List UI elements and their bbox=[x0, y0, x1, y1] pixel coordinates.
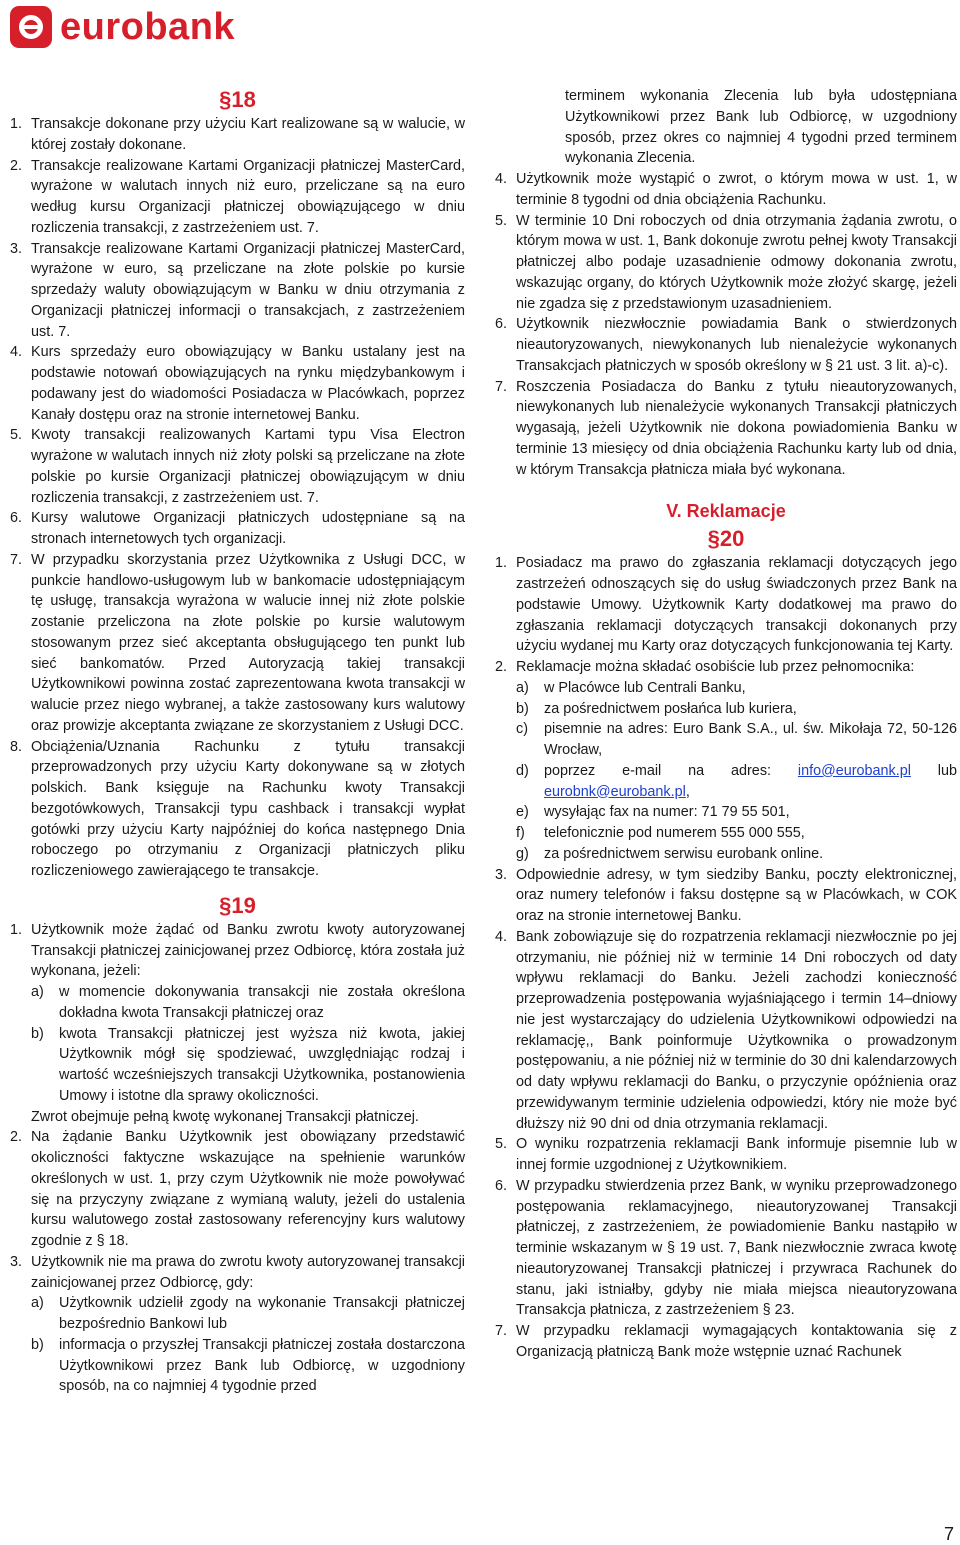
paragraph-text: Kwoty transakcji realizowanych Kartami typu Visa Electron wyrażone w walutach innych niż złoty polski są przeliczane na złote polskie po kursie Organizacji płatniczej obowiązującym w dniu rozliczenia transakcji, z zastrzeżeniem ust. 7. bbox=[31, 427, 465, 506]
subitem-letter: f) bbox=[516, 825, 525, 841]
paragraph-number: 1. bbox=[10, 921, 23, 938]
left-column bbox=[10, 86, 465, 1397]
subitem-letter: a) bbox=[31, 1295, 44, 1312]
subitem-text: telefonicznie pod numerem 555 000 555, bbox=[544, 825, 805, 841]
paragraph-text: O wyniku rozpatrzenia reklamacji Bank informuje pisemnie lub w innej formie uzgodnionej z Użytkownikiem. bbox=[516, 1136, 957, 1173]
section-19-continued-paragraphs bbox=[495, 169, 957, 480]
paragraph-text: Transakcje dokonane przy użyciu Kart realizowane są w walucie, w której zostały dokonane. bbox=[31, 116, 465, 153]
paragraph-text: Użytkownik może żądać od Banku zwrotu kwoty autoryzowanej Transakcji płatniczej zainicjowanej przez Odbiorcę, która została już wykonana, jeżeli: bbox=[31, 921, 465, 980]
paragraph-number: 4. bbox=[10, 344, 23, 361]
subitem-text-post: , bbox=[685, 783, 690, 800]
subitem-text: informacja o przyszłej Transakcji płatniczej została dostarczona Użytkownikowi przez Bank lub Odbiorcę, w uzgodniony sposób, na co najmniej 4 tygodnie przed bbox=[59, 1336, 465, 1395]
subitem bbox=[495, 761, 957, 803]
paragraph-number: 1. bbox=[495, 555, 508, 572]
paragraph-text: W przypadku skorzystania przez Użytkownika z Usługi DCC, w punkcie handlowo-usługowym lub w bankomacie udostępniającym tę usługę, transakcja wyrażona w walucie innej niż złote polskie zostanie przeliczona na złote polskie po kursie walutowym stosowanym przez sieć akceptanta obsługującego ten punkt lub sieć bankomatów. Przed Autoryzacją takiej transakcji Użytkownikowi powinna zostać zaprezentowana kwota transakcji w walucie przez niego wybranej, a także zastosowany kurs walutowy oraz prowizje akceptanta związane ze skorzystaniem z Usługi DCC. bbox=[31, 551, 465, 734]
subitem bbox=[495, 823, 957, 844]
paragraph bbox=[495, 211, 957, 315]
subitem-text: za pośrednictwem serwisu eurobank online. bbox=[544, 845, 824, 862]
subitem-text: pisemnie na adres: Euro Bank S.A., ul. św. Mikołaja 72, 50-126 Wrocław, bbox=[544, 721, 957, 758]
paragraph bbox=[10, 156, 465, 239]
subitem-letter: a) bbox=[31, 984, 44, 1000]
paragraph bbox=[10, 342, 465, 425]
paragraph-text: Roszczenia Posiadacza do Banku z tytułu nieautoryzowanych, niewykonanych lub nienależycie wykonanych Transakcji płatniczych wygasają, jeżeli Użytkownik nie dokona powiadomienia Banku w terminie 13 miesięcy od dnia obciążenia Rachunku karty lub od dnia, w którym Transakcja płatnicza miała być wykonana. bbox=[516, 378, 957, 478]
email-link-eurobnk[interactable]: eurobnk@eurobank.pl bbox=[544, 783, 686, 800]
subitem-text: kwota Transakcji płatniczej jest wyższa niż kwota, jakiej Użytkownik mógł się spodziewać, uwzględniając rodzaj i wartość wcześniejszych transakcji Użytkownika, postanowienia Umowy i istotne dla sprawy okoliczności. bbox=[59, 1025, 465, 1104]
subitem-text: w momencie dokonywania transakcji nie została określona dokładna kwota Transakcji płatniczej oraz bbox=[59, 984, 465, 1021]
section-19-3-subitems bbox=[10, 1293, 465, 1397]
paragraph-text: W przypadku stwierdzenia przez Bank, w wyniku przeprowadzonego postępowania reklamacyjnego, nieautoryzowanej Transakcji płatniczej, z zastrzeżeniem, że powiadomienie Banku nastąpiło w terminie wskazanym w § 19 ust. 7, Bank niezwłocznie zwraca kwotę nieautoryzowanej Transakcji płatniczej i przywraca Rachunek do stanu, jaki istniałby, gdyby nie miała miejsca nieautoryzowana Transakcja płatnicza, z zastrzeżeniem § 23. bbox=[516, 1177, 957, 1319]
paragraph-text: Posiadacz ma prawo do zgłaszania reklamacji dotyczących jego zastrzeżeń odnoszących się do usług świadczonych przez Bank na podstawie Umowy. Użytkownik Karty dodatkowej ma prawo do zgłaszania reklamacji dotyczących transakcji dokonanych przy użyciu wydanej mu Karty oraz dotyczących funkcjonowania tej Karty. bbox=[516, 555, 957, 655]
paragraph-text: Użytkownik nie ma prawa do zwrotu kwoty autoryzowanej transakcji zainicjowanej przez Odbiorcę, gdy: bbox=[31, 1253, 465, 1291]
subitem bbox=[10, 1293, 465, 1335]
paragraph bbox=[10, 1252, 465, 1294]
paragraph-number: 4. bbox=[495, 171, 508, 187]
email-link-info[interactable]: info@eurobank.pl bbox=[797, 762, 911, 779]
paragraph-number: 3. bbox=[10, 240, 23, 257]
paragraph bbox=[495, 1176, 957, 1321]
subitem-text-mid: lub bbox=[910, 762, 958, 779]
paragraph bbox=[495, 553, 957, 657]
paragraph-text: Kursy walutowe Organizacji płatniczych udostępniane są na stronach internetowych tych organizacji. bbox=[31, 510, 465, 547]
subitem bbox=[495, 844, 957, 865]
paragraph bbox=[495, 927, 957, 1135]
paragraph-number: 7. bbox=[495, 1323, 508, 1339]
eurobank-logo bbox=[10, 5, 235, 49]
paragraph-text: Transakcje realizowane Kartami Organizacji płatniczej MasterCard, wyrażone w euro, są przeliczane na złote polskie po kursie sprzedaży waluty obowiązującym w Banku w dniu otrzymania z Organizacji płatniczej informacji o transakcjach, z zastrzeżeniem ust. 7. bbox=[31, 240, 465, 340]
subitem-letter: e) bbox=[516, 804, 529, 821]
page-number: 7 bbox=[943, 1524, 954, 1544]
paragraph-number: 6. bbox=[10, 510, 23, 527]
paragraph-text: Użytkownik może wystąpić o zwrot, o którym mowa w ust. 1, w terminie 8 tygodni od dnia obciążenia Rachunku. bbox=[516, 171, 957, 208]
paragraph bbox=[10, 508, 465, 550]
right-column bbox=[495, 86, 957, 1363]
subitem bbox=[495, 719, 957, 761]
subitem-letter: b) bbox=[31, 1336, 44, 1353]
paragraph bbox=[495, 1134, 957, 1176]
logo-text: eurobank bbox=[60, 6, 236, 48]
subitem-letter: b) bbox=[31, 1025, 44, 1042]
subitem-text: wysyłając fax na numer: 71 79 55 501, bbox=[544, 804, 790, 821]
section-20-2-subitems-continued bbox=[495, 802, 957, 864]
paragraph bbox=[10, 920, 465, 982]
paragraph-tail: Zwrot obejmuje pełną kwotę wykonanej Transakcji płatniczej. bbox=[31, 1108, 419, 1125]
paragraph-text: Transakcje realizowane Kartami Organizacji płatniczej MasterCard, wyrażone w walutach innych niż euro, przeliczane są na euro według kursu Organizacji płatniczej obowiązującego w dniu rozliczenia transakcji, z zastrzeżeniem ust. 7. bbox=[31, 157, 465, 236]
paragraph bbox=[10, 737, 465, 882]
subitem bbox=[10, 1335, 465, 1397]
paragraph-number: 3. bbox=[495, 866, 508, 883]
subitem bbox=[495, 699, 957, 720]
paragraph-text: Odpowiednie adresy, w tym siedziby Banku, poczty elektronicznej, oraz numery telefonów i faksu dostępne są w Placówkach, w COK oraz na stronie internetowej Banku. bbox=[516, 866, 957, 924]
paragraph bbox=[10, 114, 465, 156]
paragraph-number: 4. bbox=[495, 928, 508, 945]
subitem-letter: g) bbox=[516, 845, 529, 862]
paragraph-text: Kurs sprzedaży euro obowiązujący w Banku ustalany jest na podstawie notowań obowiązujących na rynku międzybankowym i podawany jest do wiadomości Posiadacza w Placówkach, poprzez Kanały dostępu oraz na stronie internetowej Banku. bbox=[31, 344, 465, 423]
paragraph-number: 8. bbox=[10, 738, 23, 755]
paragraph-number: 2. bbox=[10, 157, 23, 174]
paragraph bbox=[495, 865, 957, 927]
paragraph-number: 7. bbox=[495, 378, 508, 395]
subitem-text-pre: poprzez e-mail na adres: bbox=[544, 762, 798, 779]
section-18-heading: §18 bbox=[219, 87, 256, 112]
paragraph-text: Obciążenia/Uznania Rachunku z tytułu transakcji przeprowadzonych przy użyciu Karty dokonywane są w złotych polskich. Bank księguje na Rachunku kwoty Transakcji bezgotówkowych, Transakcji typu cashback i transakcji wypłat gotówki przy użyciu Karty najpóźniej do końca następnego Dnia roboczego po otrzymaniu z Organizacji płatniczych pliku rozliczeniowego zawierającego te transakcje. bbox=[31, 738, 465, 879]
subitem-letter: d) bbox=[516, 762, 529, 779]
paragraph bbox=[495, 657, 957, 678]
paragraph bbox=[10, 1127, 465, 1252]
subitem-letter: a) bbox=[516, 679, 529, 696]
section-20-paragraphs bbox=[495, 865, 957, 1363]
paragraph-text: Użytkownik niezwłocznie powiadamia Bank o stwierdzonych nieautoryzowanych, niewykonanych lub nienależycie wykonanych Transakcjach płatniczych w sposób określony w § 21 ust. 3 lit. a)-c). bbox=[516, 316, 957, 374]
paragraph-text: Bank zobowiązuje się do rozpatrzenia reklamacji niezwłocznie po jej otrzymaniu, nie później niż w terminie 14 Dni roboczych od daty wpływu reklamacji do Banku. Jeżeli zachodzi konieczność przeprowadzenia postępowania wyjaśniającego i termin 14–dniowy nie jest wystarczający do udzielenia Użytkownikowi odpowiedzi na reklamację,, Bank poinformuje Użytkownika o prowadzonym postępowaniu, a nie później niż w terminie do 30 dni kalendarzowych od daty wpływu reklamacji do Banku, o przyczynie opóźnienia oraz przewidywanym terminie udzielenia odpowiedzi, który nie może być dłuższy niż 90 dni od dnia otrzymania reklamacji. bbox=[516, 928, 957, 1132]
continued-text: terminem wykonania Zlecenia lub była udostępniana Użytkownikowi przez Bank lub Odbiorcę, w uzgodniony sposób, przez okres co najmniej 4 tygodni przed terminem wykonania Zlecenia. bbox=[565, 88, 957, 167]
section-19-1-subitems bbox=[10, 982, 465, 1107]
paragraph-number: 5. bbox=[10, 427, 23, 444]
subitem-text bbox=[544, 761, 957, 803]
paragraph-number: 5. bbox=[495, 1136, 508, 1153]
paragraph bbox=[10, 239, 465, 343]
subitem bbox=[10, 1024, 465, 1107]
subitem bbox=[10, 982, 465, 1024]
subitem bbox=[495, 678, 957, 699]
paragraph bbox=[10, 550, 465, 737]
paragraph-text: W terminie 10 Dni roboczych od dnia otrzymania żądania zwrotu, o którym mowa w ust. 1, Bank dokonuje zwrotu pełnej kwoty Transakcji płatniczej albo podaje uzasadnienie odmowy dokonania zwrotu, wskazując organy, do których Użytkownik może złożyć skargę, jeżeli nie zgadza się z przedstawionym uzasadnieniem. bbox=[516, 212, 957, 312]
paragraph-number: 7. bbox=[10, 551, 23, 568]
subitem-text: za pośrednictwem posłańca lub kuriera, bbox=[544, 700, 797, 717]
section-18-paragraphs bbox=[10, 114, 465, 882]
subitem-letter: c) bbox=[516, 721, 528, 738]
paragraph bbox=[495, 1321, 957, 1363]
section-20-heading: §20 bbox=[707, 526, 745, 552]
paragraph-number: 5. bbox=[495, 212, 508, 229]
paragraph bbox=[495, 377, 957, 481]
subitem-letter: b) bbox=[516, 700, 529, 717]
paragraph-number: 3. bbox=[10, 1253, 23, 1270]
section-20-2-subitems bbox=[495, 678, 957, 761]
paragraph-text: Na żądanie Banku Użytkownik jest obowiązany przedstawić okoliczności faktyczne wskazujące na spełnienie warunków określonych w ust. 1, przy czym Użytkownik nie może powoływać się na przyczyny związane z wymianą waluty, jeżeli do ustalenia kursu walutowego został zastosowany referencyjny kurs walutowy zgodnie z § 18. bbox=[31, 1129, 465, 1249]
paragraph-number: 2. bbox=[10, 1129, 23, 1146]
paragraph-number: 1. bbox=[10, 116, 23, 132]
eurobank-logo-icon bbox=[10, 6, 52, 48]
subitem bbox=[495, 802, 957, 823]
paragraph-text: W przypadku reklamacji wymagających kontaktowania się z Organizacją płatniczą Bank może wstępnie uznać Rachunek bbox=[516, 1323, 957, 1360]
chapter-title: V. Reklamacje bbox=[666, 501, 786, 522]
paragraph-number: 6. bbox=[495, 316, 508, 333]
paragraph bbox=[10, 425, 465, 508]
section-19-heading: §19 bbox=[219, 892, 256, 918]
paragraph bbox=[495, 314, 957, 376]
subitem-text: Użytkownik udzielił zgody na wykonanie Transakcji płatniczej bezpośrednio Bankowi lub bbox=[59, 1295, 465, 1332]
paragraph-number: 6. bbox=[495, 1177, 508, 1194]
paragraph-number: 2. bbox=[495, 659, 508, 675]
paragraph bbox=[495, 169, 957, 211]
paragraph-text: Reklamacje można składać osobiście lub przez pełnomocnika: bbox=[516, 659, 915, 675]
subitem-text: w Placówce lub Centrali Banku, bbox=[544, 679, 746, 696]
